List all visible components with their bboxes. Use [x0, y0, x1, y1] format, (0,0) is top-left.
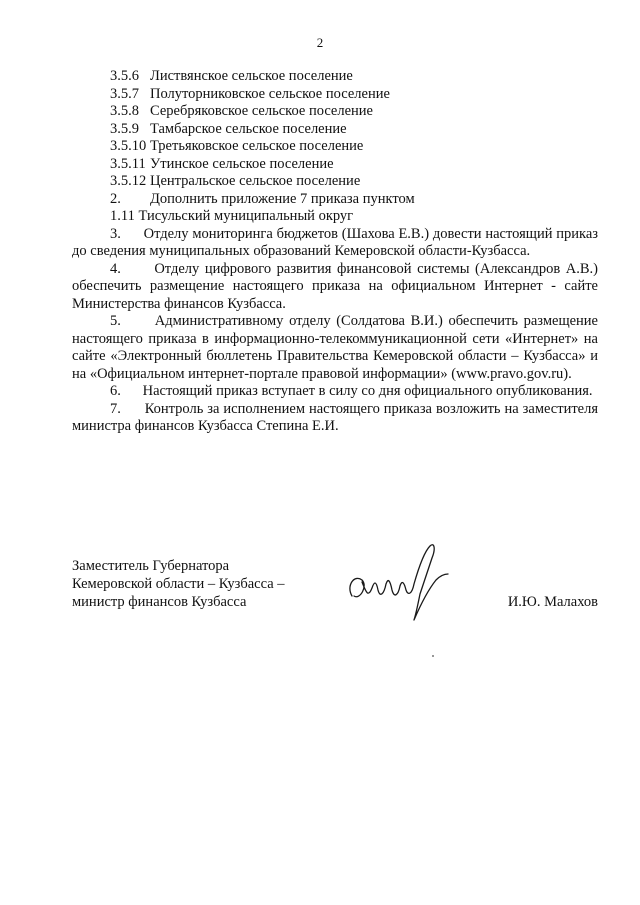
- item-number: 2.: [110, 190, 121, 207]
- signatory-title: [72, 558, 285, 612]
- item-number: 3.5.6: [110, 68, 139, 84]
- list-item: [72, 86, 598, 104]
- item-number: 3.5.12: [110, 173, 147, 189]
- item-2-sub: [72, 208, 598, 226]
- item-number: 3.5.9: [110, 120, 139, 137]
- list-item: [72, 138, 598, 156]
- item-number: 3.5.10: [110, 138, 147, 154]
- item-text: Отделу цифрового развития финансовой системы (Александров А.В.) обеспечить размещение настоящего приказа на официальном Интернет - сайте Министерства финансов Кузбасса.: [72, 260, 599, 312]
- item-text: Дополнить приложение 7 приказа пунктом: [150, 190, 415, 207]
- page-number: 2: [316, 35, 324, 50]
- item-2: [72, 191, 598, 209]
- item-text: Отделу мониторинга бюджетов (Шахова Е.В.) довести настоящий приказ до сведения муниципальных образований Кемеровской области-Кузбасса.: [72, 225, 599, 259]
- item-text: Полуторниковское сельское поселение: [150, 85, 390, 102]
- item-number: 3.: [110, 225, 121, 242]
- signatory-line: Заместитель Губернатора: [72, 558, 230, 574]
- item-text: Настоящий приказ вступает в силу со дня официального опубликования.: [142, 383, 593, 399]
- item-text: Контроль за исполнением настоящего приказа возложить на заместителя министра финансов Кузбасса Степина Е.И.: [72, 400, 599, 434]
- item-text: Утинское сельское поселение: [150, 155, 334, 172]
- list-item: [72, 121, 598, 139]
- item-number: 3.5.11: [110, 155, 146, 172]
- list-item: [72, 68, 598, 86]
- item-text: Центральское сельское поселение: [150, 173, 361, 189]
- item-text: Третьяковское сельское поселение: [150, 138, 364, 154]
- item-3: [72, 226, 598, 261]
- list-item: [72, 156, 598, 174]
- scan-speck: [432, 655, 434, 657]
- list-item: [72, 103, 598, 121]
- settlement-list: [72, 68, 598, 191]
- signatory-line: министр финансов Кузбасса: [72, 594, 247, 610]
- item-text: Административному отделу (Солдатова В.И.) обеспечить размещение настоящего приказа в информационно-телекоммуникационной сети «Интернет» на сайте «Электронный бюллетень Правительства Кемеровской области – Кузбасса» и на «Официальном интернет-портале правовой информации» (www.pravo.gov.ru).: [72, 313, 598, 382]
- item-number: 3.5.8: [110, 103, 139, 119]
- list-item: [72, 173, 598, 191]
- item-text: 1.11 Тисульский муниципальный округ: [110, 208, 354, 224]
- item-number: 4.: [110, 260, 121, 277]
- item-number: 7.: [110, 400, 121, 417]
- item-text: Тамбарское сельское поселение: [150, 120, 347, 137]
- item-text: Серебряковское сельское поселение: [150, 103, 373, 119]
- signatory-line: Кемеровской области – Кузбасса –: [72, 576, 285, 592]
- item-7: [72, 401, 598, 436]
- item-number: 6.: [110, 383, 121, 399]
- item-text: Листвянское сельское поселение: [150, 68, 353, 84]
- signature-block: [72, 558, 598, 638]
- item-6: [72, 383, 598, 401]
- document-body: [72, 68, 598, 436]
- handwritten-signature: [344, 534, 454, 624]
- item-4: [72, 261, 598, 314]
- item-5: [72, 313, 598, 383]
- item-number: 5.: [110, 313, 121, 329]
- item-number: 3.5.7: [110, 85, 139, 102]
- signatory-name: И.Ю. Малахов: [507, 594, 598, 610]
